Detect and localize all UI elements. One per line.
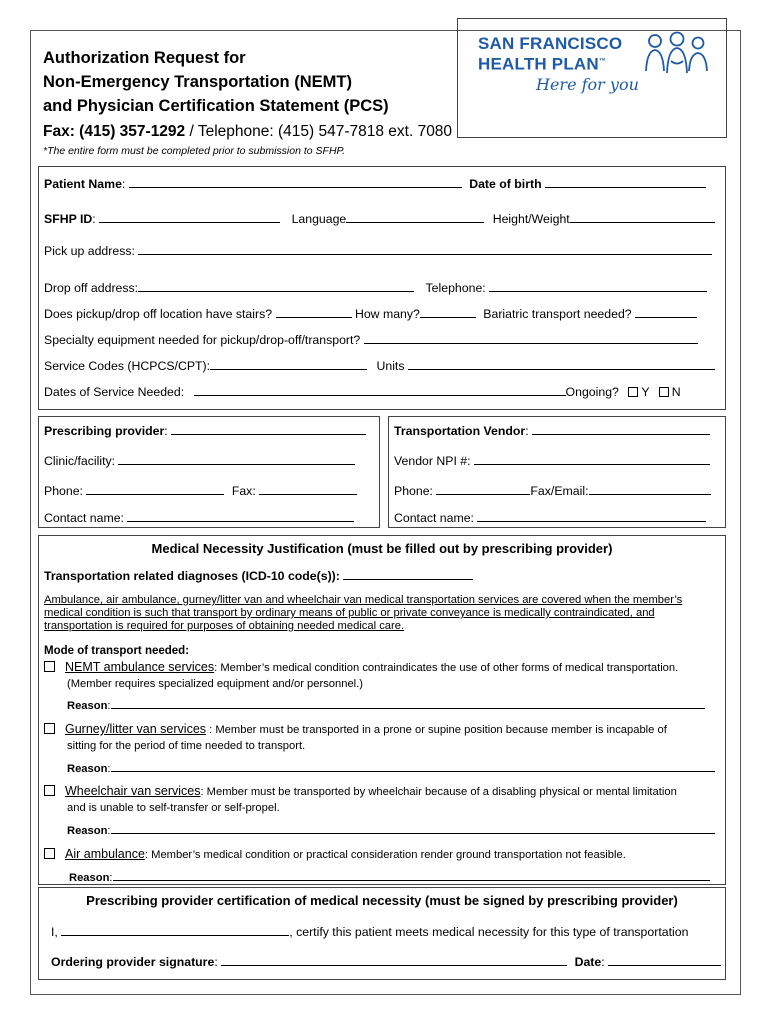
- ongoing-yes-label: Y: [641, 385, 650, 399]
- pickup-row: [44, 243, 712, 258]
- air-ambulance-desc: : Member’s medical condition or practical consideration render ground transportation not feasible.: [144, 849, 626, 861]
- option-gurney-van: [44, 722, 667, 736]
- dates-field[interactable]: [194, 384, 566, 396]
- certify-statement: , certify this patient meets medical necessity for this type of transportation: [289, 925, 689, 939]
- ongoing-no-checkbox[interactable]: [659, 387, 669, 397]
- prescribing-provider-field[interactable]: [171, 423, 366, 435]
- air-reason-field[interactable]: [113, 869, 710, 881]
- bariatric-label: Bariatric transport needed?: [483, 307, 632, 321]
- dropoff-row: [44, 280, 707, 295]
- medical-necessity-section: [38, 535, 726, 885]
- sfhp-logo: [457, 18, 727, 138]
- diagnoses-field[interactable]: [343, 568, 473, 580]
- clinic-label: Clinic/facility:: [44, 454, 116, 468]
- gurney-reason-colon: :: [107, 763, 111, 775]
- prescribing-provider-label: Prescribing provider: [44, 424, 165, 438]
- signature-label: Ordering provider signature: [51, 955, 215, 969]
- telephone-field[interactable]: [489, 280, 707, 292]
- telephone-number: Telephone: (415) 547-7818 ext. 7080: [197, 123, 453, 140]
- ongoing-no-label: N: [671, 385, 681, 399]
- vendor-fax-email-label: Fax/Email:: [530, 484, 589, 498]
- title-line-1: Authorization Request for: [43, 49, 246, 67]
- stairs-label: Does pickup/drop off location have stairs?: [44, 307, 273, 321]
- specialty-label: Specialty equipment needed for pickup/drop-off/transport?: [44, 333, 361, 347]
- family-figures-icon: [643, 31, 715, 77]
- logo-trademark: ™: [598, 58, 607, 65]
- sfhp-id-row: [44, 211, 715, 226]
- diagnoses-row: [44, 568, 473, 583]
- air-reason-colon: :: [109, 872, 113, 884]
- date-field[interactable]: [608, 954, 721, 966]
- logo-line-1: SAN FRANCISCO: [478, 34, 623, 53]
- certify-i-label: I,: [51, 925, 58, 939]
- coverage-line-2: medical condition is such that transport by ordinary means of public or private conveyance is medically contraindicated, and: [44, 607, 655, 619]
- gurney-reason-row: [67, 760, 715, 775]
- option-nemt-ambulance: [44, 660, 678, 674]
- sfhp-id-label: SFHP ID: [44, 212, 93, 226]
- option-wheelchair-van: [44, 784, 677, 798]
- coverage-line-1: Ambulance, air ambulance, gurney/litter van and wheelchair van medical transportation services are covered when the member’s: [44, 594, 683, 606]
- stairs-row: [44, 306, 697, 321]
- height-weight-label: Height/Weight: [492, 212, 570, 226]
- contact-separator: /: [189, 123, 194, 140]
- service-codes-label: Service Codes (HCPCS/CPT):: [44, 359, 211, 373]
- vendor-phone-label: Phone:: [394, 484, 433, 498]
- clinic-field[interactable]: [118, 453, 355, 465]
- air-reason-label: Reason: [69, 872, 110, 884]
- gurney-reason-field[interactable]: [111, 760, 715, 772]
- coverage-line-3: transportation is required for purposes of obtaining needed medical care.: [44, 620, 405, 632]
- title-line-3: and Physician Certification Statement (PCS): [43, 97, 389, 115]
- clinic-row: [44, 453, 355, 468]
- dates-row: [44, 384, 681, 399]
- units-field[interactable]: [408, 358, 715, 370]
- wheelchair-reason-colon: :: [107, 825, 111, 837]
- logo-wordmark: [478, 35, 622, 74]
- provider-fax-field[interactable]: [259, 483, 357, 495]
- prescribing-provider-colon: :: [164, 424, 168, 438]
- logo-tagline: Here for you: [536, 75, 639, 94]
- vendor-phone-row: [394, 483, 711, 498]
- nemt-ambulance-checkbox[interactable]: [44, 661, 55, 672]
- language-field[interactable]: [346, 211, 484, 223]
- gurney-reason-label: Reason: [67, 763, 108, 775]
- coverage-paragraph: [44, 594, 682, 633]
- certify-row: [51, 924, 688, 939]
- wheelchair-reason-row: [67, 822, 715, 837]
- certification-title: Prescribing provider certification of medical necessity (must be signed by prescribing provider): [86, 893, 678, 908]
- wheelchair-van-checkbox[interactable]: [44, 785, 55, 796]
- provider-phone-field[interactable]: [86, 483, 224, 495]
- air-ambulance-title: Air ambulance: [65, 847, 145, 861]
- medical-necessity-title: Medical Necessity Justification (must be filled out by prescribing provider): [151, 541, 613, 556]
- vendor-fax-email-field[interactable]: [589, 483, 711, 495]
- provider-fax-label: Fax:: [231, 484, 256, 498]
- vendor-contact-label: Contact name:: [394, 511, 474, 525]
- contact-line: [43, 123, 452, 141]
- service-codes-field[interactable]: [210, 358, 367, 370]
- language-label: Language: [291, 212, 347, 226]
- nemt-ambulance-title: NEMT ambulance services: [65, 660, 215, 674]
- height-weight-field[interactable]: [570, 211, 715, 223]
- certification-section: [38, 887, 726, 980]
- sfhp-id-field[interactable]: [99, 211, 280, 223]
- dob-label: Date of birth: [469, 177, 542, 191]
- nemt-ambulance-reason-row: [67, 697, 705, 712]
- vendor-npi-field[interactable]: [474, 453, 710, 465]
- mode-label: Mode of transport needed:: [44, 645, 190, 657]
- logo-line-2: HEALTH PLAN: [478, 54, 599, 74]
- nemt-reason-colon: :: [107, 700, 111, 712]
- gurney-van-title: Gurney/litter van services: [65, 722, 207, 736]
- wheelchair-van-title: Wheelchair van services: [65, 784, 201, 798]
- air-reason-row: [69, 869, 710, 884]
- wheelchair-reason-field[interactable]: [111, 822, 715, 834]
- wheelchair-van-desc-2: and is unable to self-transfer or self-propel.: [67, 802, 280, 814]
- option-air-ambulance: [44, 847, 626, 861]
- pickup-label: Pick up address:: [44, 244, 135, 258]
- provider-phone-label: Phone:: [44, 484, 83, 498]
- vendor-contact-field[interactable]: [477, 510, 706, 522]
- wheelchair-van-desc: : Member must be transported by wheelchair because of a disabling physical or mental limitation: [200, 786, 677, 798]
- dates-label: Dates of Service Needed:: [44, 385, 185, 399]
- nemt-reason-field[interactable]: [111, 697, 705, 709]
- nemt-ambulance-desc-2: (Member requires specialized equipment and/or personnel.): [67, 678, 363, 690]
- ongoing-label: Ongoing?: [565, 385, 619, 399]
- nemt-reason-label: Reason: [67, 700, 108, 712]
- units-label: Units: [376, 359, 405, 373]
- vendor-row: [394, 423, 710, 438]
- provider-phone-row: [44, 483, 357, 498]
- prescribing-provider-row: [44, 423, 366, 438]
- patient-name-colon: :: [121, 177, 126, 191]
- vendor-phone-field[interactable]: [436, 483, 530, 495]
- date-label: Date: [574, 955, 602, 969]
- wheelchair-reason-label: Reason: [67, 825, 108, 837]
- vendor-contact-row: [394, 510, 706, 525]
- how-many-field[interactable]: [420, 306, 476, 318]
- sfhp-id-colon: :: [92, 212, 96, 226]
- specialty-field[interactable]: [364, 332, 698, 344]
- patient-name-row: [44, 176, 706, 191]
- nemt-ambulance-desc: : Member’s medical condition contraindicates the use of other forms of medical transportation.: [214, 662, 679, 674]
- service-codes-row: [44, 358, 715, 373]
- signature-field[interactable]: [221, 954, 567, 966]
- provider-contact-row: [44, 510, 354, 525]
- patient-name-label: Patient Name: [44, 177, 122, 191]
- provider-contact-field[interactable]: [127, 510, 354, 522]
- certify-name-field[interactable]: [61, 924, 289, 936]
- fax-number: Fax: (415) 357-1292: [43, 123, 186, 140]
- diagnoses-label: Transportation related diagnoses (ICD-10 code(s)):: [44, 569, 340, 583]
- vendor-npi-row: [394, 453, 710, 468]
- provider-contact-label: Contact name:: [44, 511, 124, 525]
- vendor-label: Transportation Vendor: [394, 424, 526, 438]
- form-title: [43, 46, 389, 118]
- air-ambulance-checkbox[interactable]: [44, 848, 55, 859]
- telephone-label: Telephone:: [425, 281, 486, 295]
- dob-field[interactable]: [545, 176, 706, 188]
- prescribing-provider-section: [38, 416, 380, 528]
- pickup-address-field[interactable]: [138, 243, 712, 255]
- date-colon: :: [601, 955, 605, 969]
- transportation-vendor-section: [388, 416, 726, 528]
- completion-note: *The entire form must be completed prior to submission to SFHP.: [43, 145, 346, 157]
- signature-colon: :: [214, 955, 218, 969]
- vendor-field[interactable]: [532, 423, 710, 435]
- vendor-colon: :: [525, 424, 529, 438]
- gurney-van-checkbox[interactable]: [44, 723, 55, 734]
- vendor-npi-label: Vendor NPI #:: [394, 454, 471, 468]
- dropoff-address-field[interactable]: [138, 280, 414, 292]
- specialty-row: [44, 332, 698, 347]
- gurney-van-desc: : Member must be transported in a prone or supine position because member is incapable of: [206, 724, 667, 736]
- bariatric-field[interactable]: [635, 306, 697, 318]
- stairs-field[interactable]: [276, 306, 352, 318]
- ongoing-yes-checkbox[interactable]: [628, 387, 638, 397]
- patient-name-field[interactable]: [129, 176, 462, 188]
- title-line-2: Non-Emergency Transportation (NEMT): [43, 73, 352, 91]
- how-many-label: How many?: [354, 307, 420, 321]
- signature-row: [51, 954, 721, 969]
- gurney-van-desc-2: sitting for the period of time needed to transport.: [67, 740, 306, 752]
- patient-info-section: [38, 166, 726, 410]
- dropoff-label: Drop off address:: [44, 281, 139, 295]
